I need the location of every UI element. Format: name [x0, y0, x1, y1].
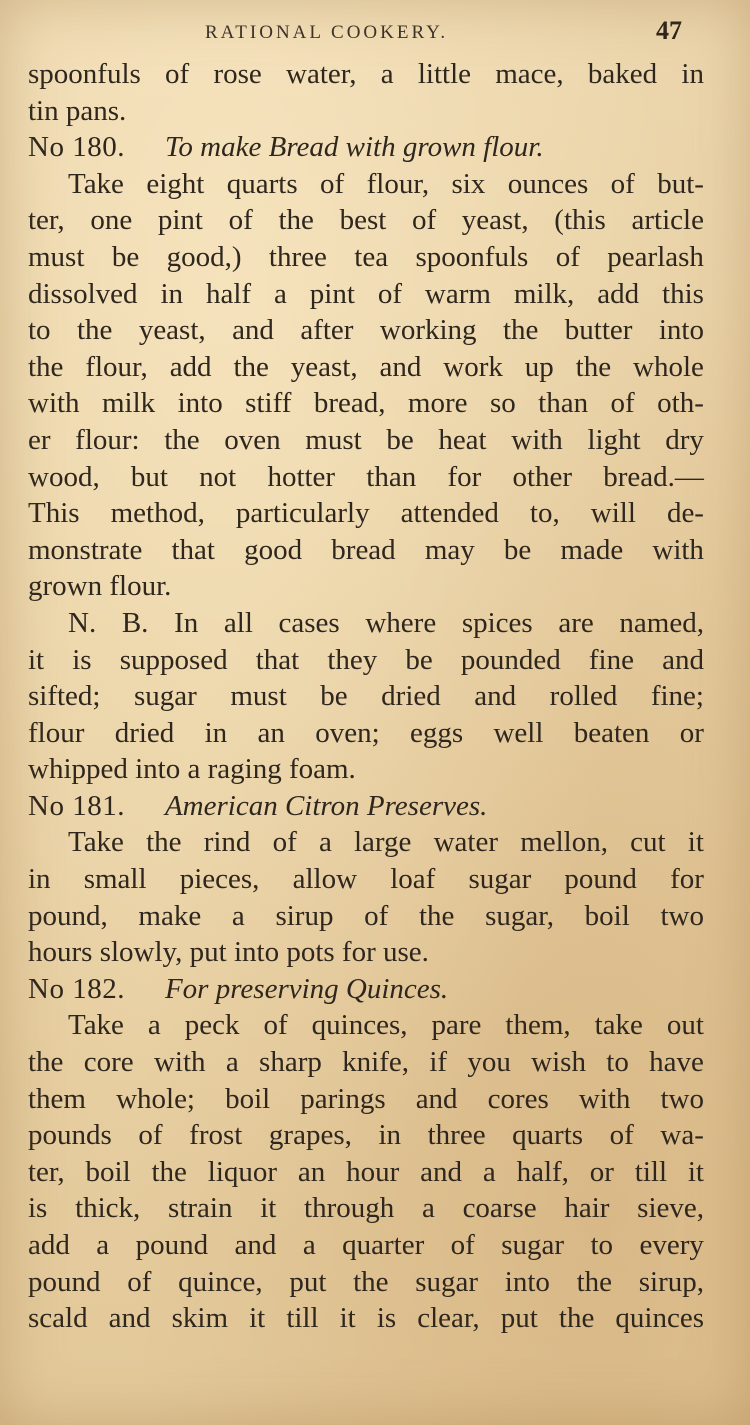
- text-line: Take a peck of quinces, pare them, take out: [68, 1009, 704, 1042]
- text-line: is thick, strain it through a coarse hair sieve,: [28, 1192, 704, 1225]
- text-line: ter, boil the liquor an hour and a half, or till it: [28, 1155, 704, 1188]
- text-line: sifted; sugar must be dried and rolled fine;: [28, 680, 704, 713]
- text-line: Take the rind of a large water mellon, cut it: [68, 826, 704, 859]
- running-head: RATIONAL COOKERY.: [205, 22, 449, 43]
- text-line: er flour: the oven must be heat with light dry: [28, 423, 704, 456]
- text-line: add a pound and a quarter of sugar to every: [28, 1229, 704, 1261]
- text-line: hours slowly, put into pots for use.: [28, 936, 429, 969]
- recipe-title: American Citron Preserves.: [164, 789, 488, 822]
- text-line: flour dried in an oven; eggs well beaten or: [28, 716, 704, 749]
- text-line: pound, make a sirup of the sugar, boil two: [28, 899, 704, 932]
- text-line: the flour, add the yeast, and work up the whole: [28, 350, 704, 383]
- text-line: must be good,) three tea spoonfuls of pearlash: [28, 240, 704, 273]
- recipe-title: To make Bread with grown flour.: [164, 131, 544, 164]
- text-line: scald and skim it till it is clear, put the quinces: [28, 1302, 704, 1335]
- text-line: them whole; boil parings and cores with two: [28, 1082, 704, 1115]
- text-line: it is supposed that they be pounded fine and: [28, 643, 704, 676]
- recipe-number: No 182.: [28, 972, 125, 1005]
- text-line: in small pieces, allow loaf sugar pound for: [28, 863, 704, 896]
- text-line: monstrate that good bread may be made with: [28, 533, 704, 566]
- page-number: 47: [656, 16, 682, 45]
- text-line: ter, one pint of the best of yeast, (this article: [28, 204, 704, 237]
- page-body: [28, 56, 704, 1337]
- text-line: tin pans.: [28, 94, 127, 127]
- recipe-heading: [28, 788, 704, 825]
- text-line: spoonfuls of rose water, a little mace, baked in: [28, 58, 704, 90]
- text-line: pounds of frost grapes, in three quarts of wa-: [28, 1119, 704, 1152]
- text-line: grown flour.: [28, 570, 172, 603]
- recipe-number: No 180.: [28, 131, 125, 164]
- text-line: dissolved in half a pint of warm milk, add this: [28, 277, 704, 310]
- text-line: This method, particularly attended to, will de-: [28, 497, 704, 530]
- text-line: whipped into a raging foam.: [28, 753, 356, 786]
- text-line: with milk into stiff bread, more so than of oth-: [28, 387, 704, 420]
- recipe-heading: [28, 971, 704, 1008]
- text-line: N. B. In all cases where spices are named,: [68, 606, 704, 639]
- text-line: Take eight quarts of flour, six ounces of but-: [68, 167, 704, 200]
- recipe-title: For preserving Quinces.: [164, 972, 449, 1005]
- text-line: pound of quince, put the sugar into the sirup,: [28, 1265, 704, 1298]
- recipe-number: No 181.: [28, 789, 125, 822]
- text-line: to the yeast, and after working the butter into: [28, 314, 704, 347]
- recipe-heading: [28, 129, 704, 166]
- text-line: wood, but not hotter than for other bread.—: [28, 460, 704, 493]
- text-line: the core with a sharp knife, if you wish to have: [28, 1046, 704, 1079]
